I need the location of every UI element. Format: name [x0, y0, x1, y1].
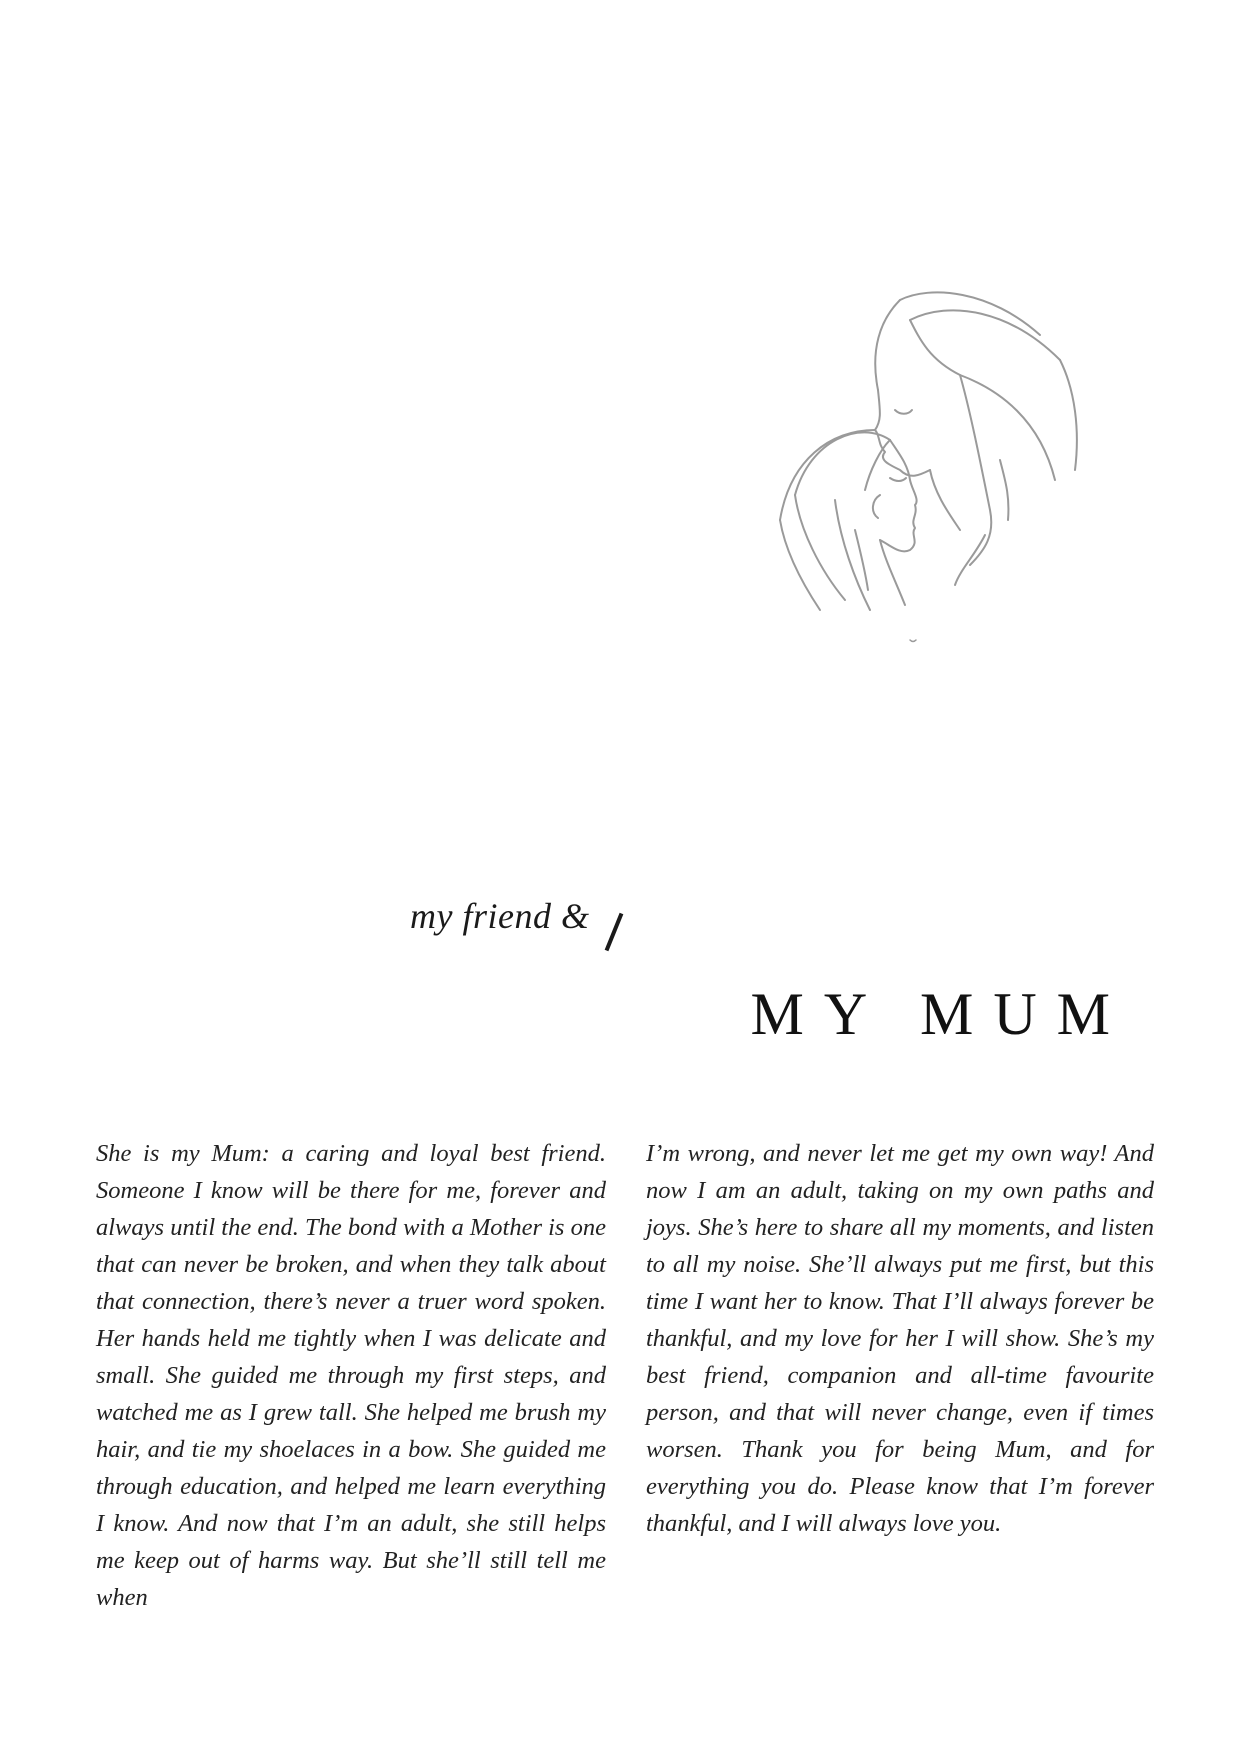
- poem-column-right: I’m wrong, and never let me get my own way! And now I am an adult, taking on my own paths and joys. She’s here to share all my moments, and listen to all my noise. She’ll always put me first, but this time I want her to know. That I’ll always forever be thankful, and my love for her I will show. She’s my best friend, companion and all-time favourite person, and that will never change, even if times worsen. Thank you for being Mum, and for everything you do. Please know that I’m forever thankful, and I will always love you.: [646, 1140, 1154, 1537]
- page-title: MY MUM: [750, 981, 1130, 1047]
- poem-column-left: She is my Mum: a caring and loyal best friend. Someone I know will be there for me, forever and always until the end. The bond with a Mother is one that can never be broken, and when they talk about that connection, there’s never a truer word spoken. Her hands held me tightly when I was delicate and small. She guided me through my first steps, and watched me as I grew tall. She helped me brush my hair, and tie my shoelaces in a bow. She guided me through education, and helped me learn everything I know. And now that I’m an adult, she still helps me keep out of harms way. But she’ll still tell me when: [96, 1140, 606, 1611]
- slash-divider: [605, 913, 624, 952]
- subtitle-my-friend: my friend &: [410, 896, 590, 936]
- mother-daughter-sketch-icon: [760, 280, 1100, 680]
